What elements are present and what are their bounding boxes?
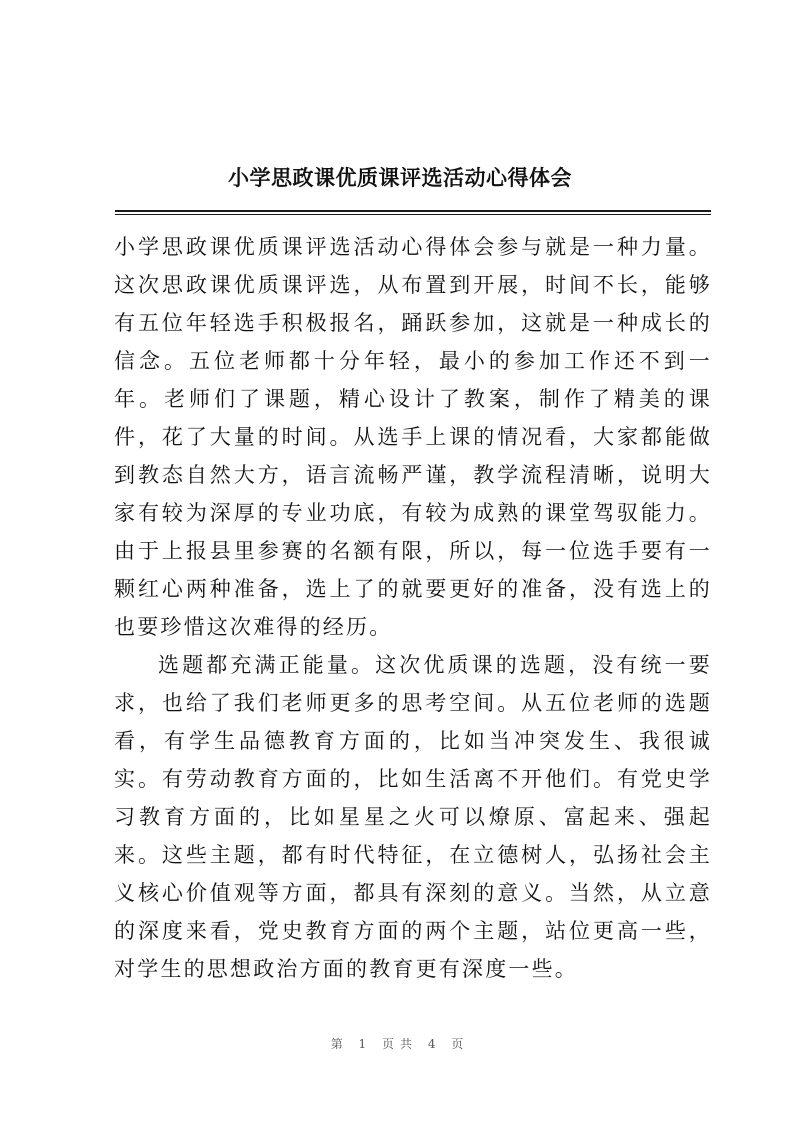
title-rule-thick [115,210,711,212]
paragraph-2: 选题都充满正能量。这次优质课的选题，没有统一要求，也给了我们老师更多的思考空间。从五位老师的选题看，有学生品德教育方面的，比如当冲突发生、我很诚实。有劳动教育方面的，比如生活离不开他们。有党史学习教育方面的，比如星星之火可以燎原、富起来、强起来。这些主题，都有时代特征，在立德树人，弘扬社会主义核心价值观等方面，都具有深刻的意义。当然，从立意的深度来看，党史教育方面的两个主题，站位更高一些，对学生的思想政治方面的教育更有深度一些。 [114,653,712,981]
document-body [114,228,712,988]
document-title: 小学思政课优质课评选活动心得体会 [228,165,572,190]
paragraph-1: 小学思政课优质课评选活动心得体会参与就是一种力量。这次思政课优质课评选，从布置到开展，时间不长，能够有五位年轻选手积极报名，踊跃参加，这就是一种成长的信念。五位老师都十分年轻，最小的参加工作还不到一年。老师们了课题，精心设计了教案，制作了精美的课件，花了大量的时间。从选手上课的情况看，大家都能做到教态自然大方，语言流畅严谨，教学流程清晰，说明大家有较为深厚的专业功底，有较为成熟的课堂驾驭能力。由于上报县里参赛的名额有限，所以，每一位选手要有一颗红心两种准备，选上了的就要更好的准备，没有选上的也要珍惜这次难得的经历。 [114,235,712,639]
title-rule-thin [115,214,711,215]
page-footer: 第 1 页共 4 页 [330,1037,470,1051]
